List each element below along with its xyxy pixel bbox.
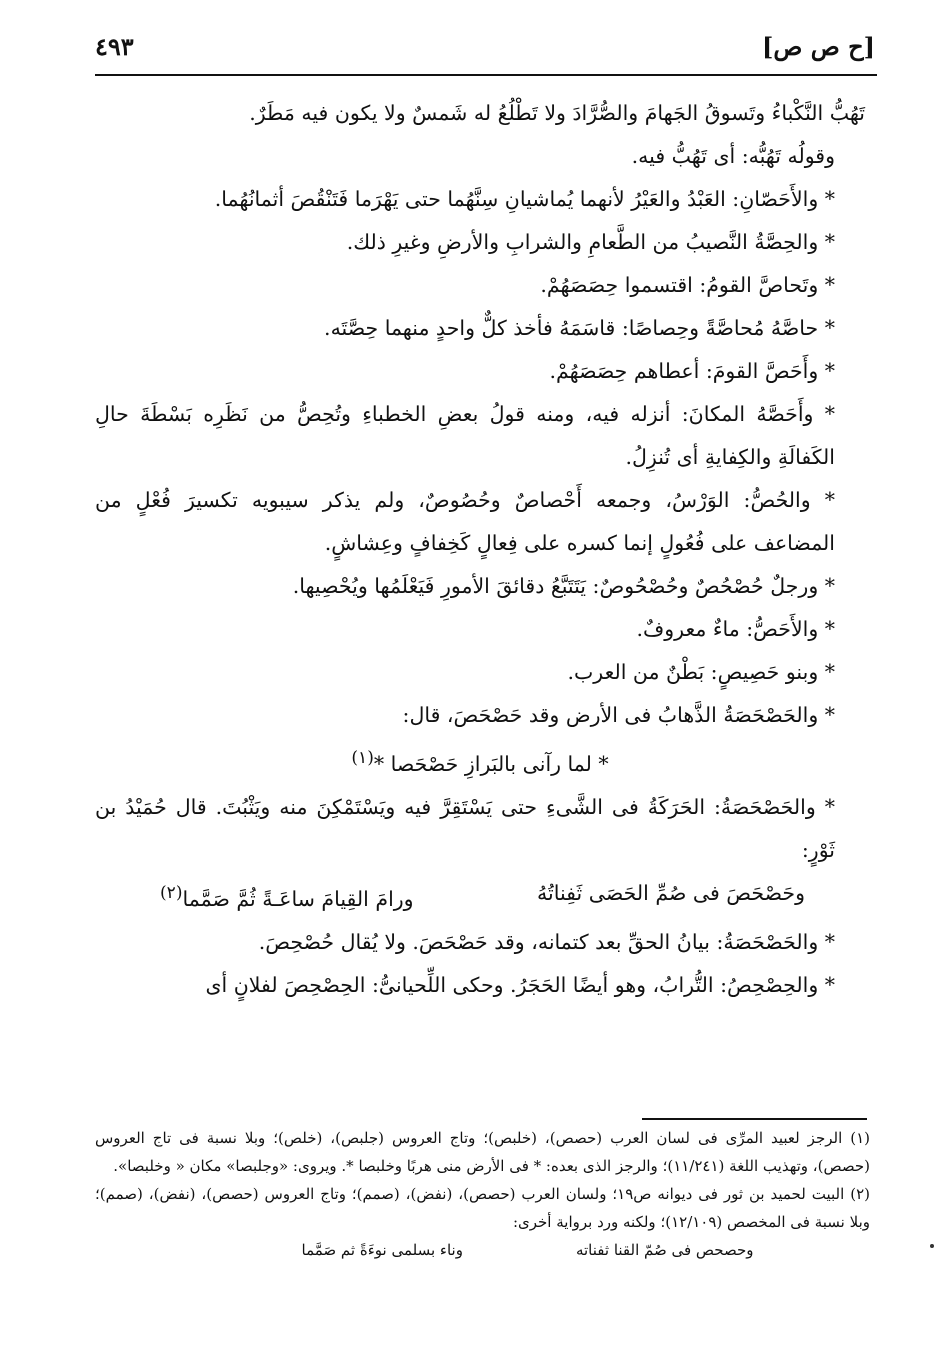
text-line: تَهُبُّ النَّكْباءُ وتَسوقُ الجَهامَ والصُّرَّادَ ولا تَطْلُعُ له شَمسٌ ولا يكون فيه مَطَرٌ. (249, 101, 865, 125)
verse-hemistich-first: وحَصْحَصَ فى صُمِّ الحَصَى ثَفِناتُهُ (537, 880, 805, 905)
footnotes (95, 1124, 870, 1264)
entry-paragraph: * وأَحَصَّهُ المكانَ: أنزله فيه، ومنه قولُ بعضِ الخطباءِ وتُحِصُّ من نَظَرِه بَسْطَةَ حالِ الكَفالَةِ والكِفايةِ أى تُنزِلُ. (95, 402, 835, 469)
entry-paragraph: * والحِصَّةُ النَّصيبُ من الطَّعامِ والشرابِ والأرضِ وغيرِ ذلك. (346, 230, 835, 254)
verse-line (95, 737, 865, 786)
header-section-title: [ح ص ص] (762, 32, 875, 61)
footnote (95, 1124, 870, 1180)
header-rule (95, 74, 877, 76)
footnote-ref: (١) (351, 748, 374, 768)
verse-hemistich-second-text: ورامَ القِيامَ ساعَـةً ثُمَّ صَمَّما (182, 886, 414, 911)
entry-paragraph: * ورجلٌ حُصْحُصٌ وحُصْحُوصٌ: يَتَتَبَّعُ دقائقَ الأمورِ فَيَعْلَمُها ويُحْصِيها. (292, 574, 835, 598)
entry-paragraph: * وتَحاصَّ القومُ: اقتسموا حِصَصَهُمْ. (540, 273, 835, 297)
entry-paragraph: * والأَحَصُّ: ماءٌ معروفٌ. (636, 617, 835, 641)
entry-paragraph: * وبنو حَصِيصٍ: بَطْنٌ من العرب. (567, 660, 835, 684)
footnote-text: الرجز لعبيد المرِّى فى لسان العرب (حصص)، (خلبص)؛ وتاج العروس (جلبص)، (خلص)؛ وبلا نسبة فى تاج العروس (حصص)، وتهذيب اللغة (١١/٢٤١)؛ والرجز الذى بعده: * فى الأرض منى هربًا وخلبصا *. ويروى: «وجلبصا» مكان « وخلبصا». (95, 1129, 870, 1175)
scan-speck (930, 1244, 934, 1248)
footnote (95, 1180, 870, 1236)
footnote-verse-second: وناء بسلمى نوءَةً ثم صَمَّما (301, 1241, 463, 1259)
entry-paragraph: * والحِصْحِصُ: التُّرابُ، وهو أيضًا الحَجَرُ. وحكى اللِّحيانىُّ: الحِصْحِصَ لفلانٍ أى (205, 972, 835, 997)
verse-text: * لما رآنى بالبَرازِ حَصْحَصا * (373, 751, 609, 776)
entry-paragraph: * والحَصْحَصَةُ الذَّهابُ فى الأرض وقد حَصْحَصَ، قال: (402, 703, 835, 727)
entry-paragraph: * والحُصُّ: الوَرْسُ، وجمعه أَحْصاصٌ وحُصُوصٌ، ولم يذكر سيبويه تكسيرَ فُعْلٍ من المضاعف على فُعُولٍ إنما كسره على فِعالٍ كَخِفافٍ وعِشاشٍ. (95, 488, 835, 555)
verse-couplet (95, 872, 865, 921)
text-line: وقولُه تَهُبُّه: أى تَهُبُّ فيه. (631, 144, 835, 168)
main-text (95, 92, 865, 1007)
footnote-verse-first: وحصحص فى صُمّ القنا ثفناته (575, 1241, 754, 1259)
footnote-number: (١) (850, 1129, 870, 1147)
entry-paragraph: * حاصَّهُ مُحاصَّةً وحِصاصًا: قاسَمَهُ فأخذ كلٌّ واحدٍ منهما حِصَّتَه. (324, 316, 835, 340)
entry-paragraph: * والحَصْحَصَةُ: بيانُ الحقِّ بعد كتمانه، وقد حَصْحَصَ. ولا يُقال حُصْحِصَ. (258, 929, 835, 954)
page-number: ٤٩٣ (95, 32, 134, 61)
entry-paragraph: * والأَحَصّانِ: العَبْدُ والعَيْرُ لأنهما يُماشيانِ سِنَّهُما حتى يَهْرَما فَتَنْقُصَ أثمانُهُما. (214, 187, 835, 211)
entry-paragraph: * والحَصْحَصَةُ: الحَرَكَةُ فى الشَّىءِ حتى يَسْتَقِرَّ فيه ويَسْتَمْكِنَ منه ويَثْبُتَ. قال حُمَيْدُ بن ثَوْرٍ: (95, 794, 835, 862)
verse-hemistich-second (160, 872, 414, 921)
entry-paragraph: * وأَحَصَّ القومَ: أعطاهم حِصَصَهُمْ. (549, 359, 835, 383)
footnote-verse (95, 1236, 870, 1264)
running-header (95, 28, 875, 68)
footnote-ref: (٢) (160, 882, 183, 903)
footnote-rule (642, 1118, 867, 1120)
footnote-text: البيت لحميد بن ثور فى ديوانه ص١٩؛ ولسان العرب (حصص)، (نفض)، (صمم)؛ وتاج العروس (حصص)، (نفض)، (صمم)؛ وبلا نسبة فى المخصص (١٢/١٠٩)؛ ولكنه ورد برواية أخرى: (95, 1185, 870, 1231)
footnote-number: (٢) (850, 1185, 870, 1203)
